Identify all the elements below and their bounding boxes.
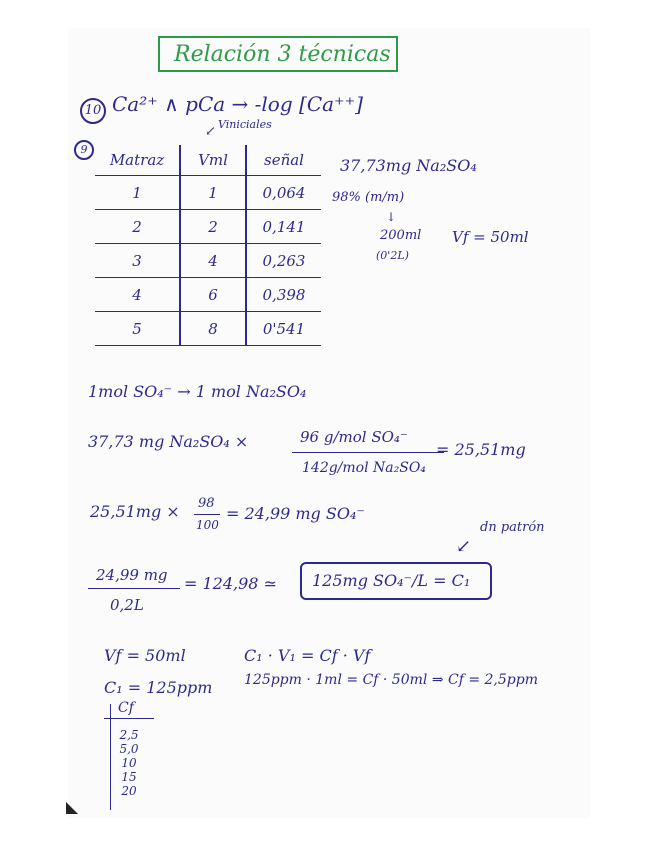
table-cell: 0,141 xyxy=(246,210,321,244)
fraction-bar xyxy=(88,588,180,589)
calc-line-2-numerator: 96 g/mol SO₄⁻ xyxy=(300,428,408,446)
annotation-viniciales: Viniciales xyxy=(218,118,272,131)
header-matraz: Matraz xyxy=(95,145,180,176)
table-cell: 0,263 xyxy=(246,244,321,278)
table-cell: 3 xyxy=(95,244,180,278)
table-row xyxy=(95,244,321,278)
calc-line-3-numerator: 98 xyxy=(198,496,215,511)
table-cell: 0'541 xyxy=(246,312,321,346)
title-box xyxy=(158,36,398,72)
table-cell: 2 xyxy=(180,210,246,244)
table-row xyxy=(95,278,321,312)
cf-divider xyxy=(104,718,154,719)
header-vml: Vml xyxy=(180,145,246,176)
cf-vertical-line xyxy=(110,704,111,810)
list-item: 10 xyxy=(121,756,137,770)
table-header-row xyxy=(95,145,321,176)
calc-line-4-boxed: 125mg SO₄⁻/L = C₁ xyxy=(312,571,471,590)
table-row xyxy=(95,176,321,210)
calc-formula: C₁ · V₁ = Cf · Vf xyxy=(244,646,371,665)
fraction-bar xyxy=(194,514,220,515)
calc-formula-sub: 125ppm · 1ml = Cf · 50ml ⇒ Cf = 2,5ppm xyxy=(244,672,538,688)
side-note-purity: 98% (m/m) xyxy=(332,190,405,205)
calc-line-2-result: = 25,51mg xyxy=(436,440,526,459)
list-item: 15 xyxy=(121,770,137,784)
calc-vf: Vf = 50ml xyxy=(104,646,186,665)
table-cell: 2 xyxy=(95,210,180,244)
table-cell: 0,398 xyxy=(246,278,321,312)
side-note-volume: 200ml xyxy=(380,228,422,243)
data-table xyxy=(95,145,321,346)
arrow-to-box-icon: ↙ xyxy=(456,536,472,557)
table-cell: 0,064 xyxy=(246,176,321,210)
page-title: Relación 3 técnicas xyxy=(174,42,391,67)
exercise-10-number: 10 xyxy=(80,98,106,124)
calc-line-2-left: 37,73 mg Na₂SO₄ × xyxy=(88,432,249,451)
list-item: 5,0 xyxy=(119,742,139,756)
table-row xyxy=(95,312,321,346)
calc-line-3-left: 25,51mg × xyxy=(90,502,180,521)
calc-line-4-result: = 124,98 ≃ xyxy=(184,574,277,593)
header-senal: señal xyxy=(246,145,321,176)
side-note-vf: Vf = 50ml xyxy=(452,228,529,246)
side-note-volume-l: (0'2L) xyxy=(376,249,409,262)
down-arrow-icon: ↓ xyxy=(386,210,397,224)
table-cell: 1 xyxy=(180,176,246,210)
cf-header: Cf xyxy=(118,700,134,716)
note-patron: dn patrón xyxy=(480,520,545,535)
table-cell: 4 xyxy=(180,244,246,278)
calc-line-4-denominator: 0,2L xyxy=(110,596,144,614)
calc-c1: C₁ = 125ppm xyxy=(104,678,213,697)
calc-line-4-numerator: 24,99 mg xyxy=(96,566,168,584)
list-item: 20 xyxy=(121,784,137,798)
table-cell: 8 xyxy=(180,312,246,346)
cf-values-list xyxy=(118,728,140,798)
page-corner-mark xyxy=(66,802,78,814)
side-note-mass: 37,73mg Na₂SO₄ xyxy=(340,156,477,175)
calc-line-1: 1mol SO₄⁻ → 1 mol Na₂SO₄ xyxy=(88,382,307,401)
result-box xyxy=(300,562,492,600)
calc-line-2-denominator: 142g/mol Na₂SO₄ xyxy=(302,460,426,476)
calc-line-3-denominator: 100 xyxy=(196,518,219,532)
table-cell: 6 xyxy=(180,278,246,312)
fraction-bar xyxy=(292,452,444,453)
table-row xyxy=(95,210,321,244)
exercise-9-number: 9 xyxy=(74,140,94,160)
table-cell: 1 xyxy=(95,176,180,210)
annotation-arrow-icon: ↙ xyxy=(205,124,216,139)
table-cell: 4 xyxy=(95,278,180,312)
list-item: 2,5 xyxy=(119,728,139,742)
table-cell: 5 xyxy=(95,312,180,346)
exercise-10-text: Ca²⁺ ∧ pCa → -log [Ca⁺⁺] xyxy=(112,92,363,116)
calc-line-3-result: = 24,99 mg SO₄⁻ xyxy=(226,504,365,523)
